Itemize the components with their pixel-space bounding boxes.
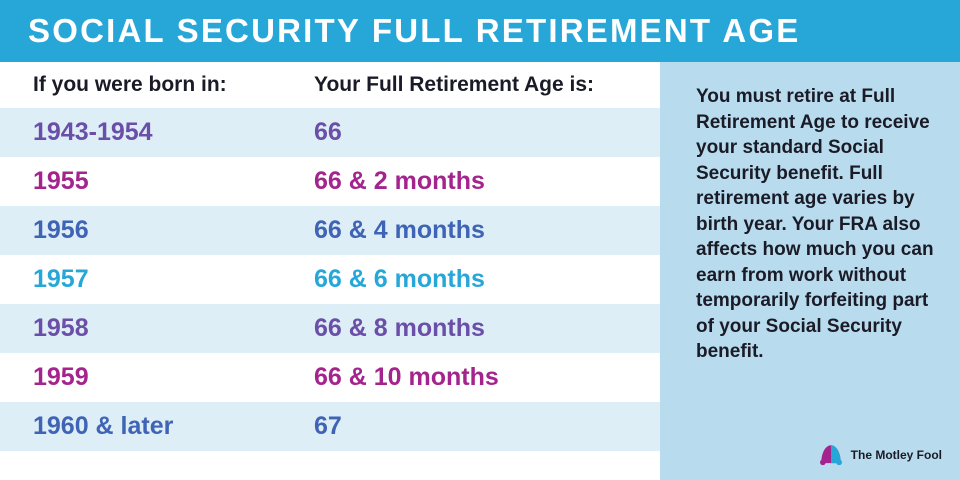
brand-logo <box>818 442 942 468</box>
page-title: SOCIAL SECURITY FULL RETIREMENT AGE <box>28 12 801 49</box>
fra-value: 67 <box>314 412 342 440</box>
note-panel <box>660 62 960 480</box>
fra-value: 66 & 6 months <box>314 265 485 293</box>
fra-value: 66 & 10 months <box>314 363 499 391</box>
row-fra-cell <box>280 118 660 147</box>
fra-value: 66 <box>314 118 342 146</box>
brand-name: The Motley Fool <box>850 448 942 462</box>
table-row <box>0 206 660 255</box>
table-header-birth-year <box>0 73 280 97</box>
motley-fool-jester-icon <box>818 442 844 468</box>
birth-year-value: 1960 & later <box>33 412 174 440</box>
header-banner <box>0 0 960 62</box>
table-row <box>0 304 660 353</box>
row-birth-year-cell <box>0 265 280 294</box>
column-header-label: If you were born in: <box>33 73 227 96</box>
row-fra-cell <box>280 412 660 441</box>
birth-year-value: 1958 <box>33 314 89 342</box>
row-birth-year-cell <box>0 118 280 147</box>
table-header-fra <box>280 73 660 97</box>
row-fra-cell <box>280 167 660 196</box>
column-header-label: Your Full Retirement Age is: <box>314 73 595 96</box>
retirement-age-table <box>0 62 660 480</box>
table-header-row <box>0 62 660 108</box>
row-fra-cell <box>280 314 660 343</box>
birth-year-value: 1955 <box>33 167 89 195</box>
table-row <box>0 255 660 304</box>
row-birth-year-cell <box>0 314 280 343</box>
row-birth-year-cell <box>0 216 280 245</box>
birth-year-value: 1943-1954 <box>33 118 153 146</box>
row-fra-cell <box>280 363 660 392</box>
fra-value: 66 & 8 months <box>314 314 485 342</box>
birth-year-value: 1956 <box>33 216 89 244</box>
fra-value: 66 & 4 months <box>314 216 485 244</box>
note-text: You must retire at Full Retirement Age to receive your standard Social Security benefit. Full retirement age varies by birth year. Your FRA also affects how much you can earn from work without temporarily forfeiting part of your Social Security benefit. <box>696 86 934 362</box>
row-fra-cell <box>280 216 660 245</box>
body-area <box>0 62 960 480</box>
table-row <box>0 353 660 402</box>
table-row <box>0 157 660 206</box>
fra-value: 66 & 2 months <box>314 167 485 195</box>
row-birth-year-cell <box>0 167 280 196</box>
row-fra-cell <box>280 265 660 294</box>
row-birth-year-cell <box>0 363 280 392</box>
table-row <box>0 108 660 157</box>
birth-year-value: 1959 <box>33 363 89 391</box>
row-birth-year-cell <box>0 412 280 441</box>
birth-year-value: 1957 <box>33 265 89 293</box>
table-row <box>0 402 660 451</box>
